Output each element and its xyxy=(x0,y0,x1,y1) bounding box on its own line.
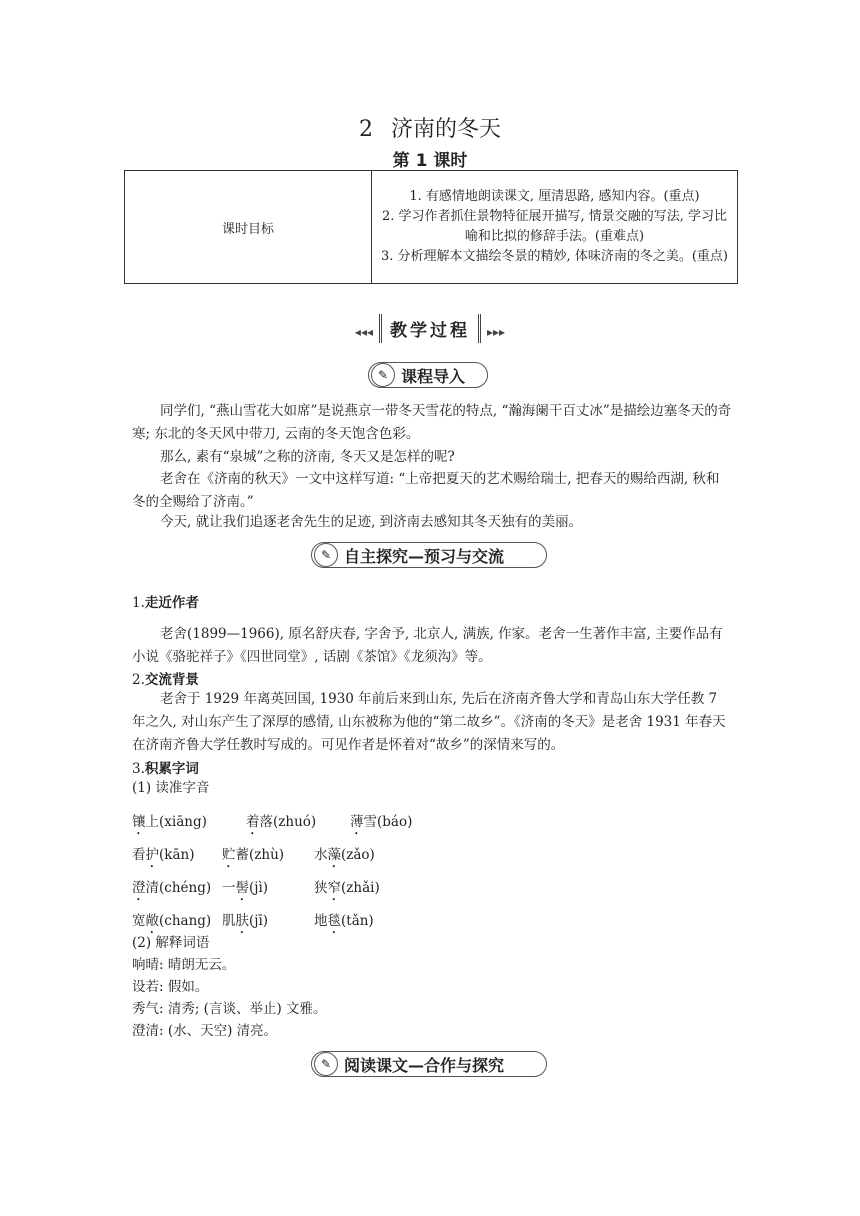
section-badge-intro xyxy=(368,362,488,388)
explain-item: 响晴: 晴朗无云。 xyxy=(132,957,236,973)
pronunciation-word: 狭窄(zhǎi) xyxy=(314,880,380,896)
pronunciation-word: 镶上(xiāng) xyxy=(132,814,207,830)
author-text: 老舍(1899—1966), 原名舒庆春, 字舍予, 北京人, 满族, 作家。老舍一生著作丰富, 主要作品有小说《骆驼祥子》《四世同堂》, 话剧《茶馆》《龙须沟》等。 xyxy=(132,626,723,665)
lesson-name: 济南的冬天 xyxy=(390,117,501,142)
pronunciation-word: 澄清(chéng) xyxy=(132,880,212,896)
explain-title: (2) 解释词语 xyxy=(132,935,210,951)
words-heading: 3.积累字词 xyxy=(132,761,199,777)
section-badge-read xyxy=(311,1051,547,1077)
pronunciation-title: (1) 读准字音 xyxy=(132,780,210,796)
book-icon: ✎ xyxy=(371,363,395,387)
intro-paragraph: 今天, 就让我们追逐老舍先生的足迹, 到济南去感知其冬天独有的美丽。 xyxy=(160,514,583,530)
left-arrows-icon: ◂◂◂ xyxy=(354,325,373,339)
background-text: 老舍于 1929 年离英回国, 1930 年前后来到山东, 先后在济南齐鲁大学和青岛山东大学任教 7 年之久, 对山东产生了深厚的感情, 山东被称为他的“第二故乡”。《济南的冬天》是老舍 1931 年春天在济南齐鲁大学任教时写成的。可见作者是怀着对“故乡”的深情来写的。 xyxy=(132,691,726,753)
pronunciation-word: 一髻(jì) xyxy=(222,880,269,896)
explain-item: 澄清: (水、天空) 清亮。 xyxy=(132,1023,278,1039)
section-title: 阅读课文—合作与探究 xyxy=(344,1055,505,1075)
pronunciation-word: 看护(kān) xyxy=(132,847,195,863)
pronunciation-word: 薄雪(báo) xyxy=(350,814,413,830)
author-heading: 1.走近作者 xyxy=(132,595,199,611)
section-title: 课程导入 xyxy=(401,366,466,386)
book-icon: ✎ xyxy=(314,1052,338,1076)
section-title: 自主探究—预习与交流 xyxy=(344,546,505,566)
lesson-title xyxy=(0,112,860,143)
background-heading: 2.交流背景 xyxy=(132,672,199,688)
goals-label: 课时目标 xyxy=(125,171,372,284)
intro-paragraph: 那么, 素有“泉城”之称的济南, 冬天又是怎样的呢? xyxy=(160,449,455,465)
lesson-number: 2 xyxy=(358,117,373,142)
intro-paragraph: 同学们, “燕山雪花大如席”是说燕京一带冬天雪花的特点, “瀚海阑干百丈冰”是描绘边塞冬天的奇寒; 东北的冬天风中带刀, 云南的冬天饱含色彩。 xyxy=(132,403,732,442)
explain-item: 设若: 假如。 xyxy=(132,979,209,995)
pronunciation-word: 肌肤(jī) xyxy=(222,913,269,929)
pronunciation-word: 宽敞(chang) xyxy=(132,913,212,929)
section-badge-explore xyxy=(311,542,547,568)
process-banner xyxy=(0,314,860,343)
pronunciation-word: 贮蓄(zhù) xyxy=(222,847,285,863)
pronunciation-word: 水藻(zǎo) xyxy=(314,847,375,863)
goals-table xyxy=(124,170,738,284)
pronunciation-word: 着落(zhuó) xyxy=(246,814,317,830)
explain-item: 秀气: 清秀; (言谈、举止) 文雅。 xyxy=(132,1001,327,1017)
goals-content xyxy=(372,171,738,284)
book-icon: ✎ xyxy=(314,543,338,567)
goal-item: 2. 学习作者抓住景物特征展开描写, 情景交融的写法, 学习比喻和比拟的修辞手法。(重难点) xyxy=(381,209,728,244)
right-arrows-icon: ▸▸▸ xyxy=(487,325,506,339)
intro-paragraph: 老舍在《济南的秋天》一文中这样写道: “上帝把夏天的艺术赐给瑞士, 把春天的赐给西湖, 秋和冬的全赐给了济南。” xyxy=(132,471,720,510)
pronunciation-word: 地毯(tǎn) xyxy=(314,913,374,929)
goal-item: 1. 有感情地朗读课文, 厘清思路, 感知内容。(重点) xyxy=(409,189,700,204)
process-label: 教学过程 xyxy=(379,314,481,343)
goal-item: 3. 分析理解本文描绘冬景的精妙, 体味济南的冬之美。(重点) xyxy=(381,249,728,264)
lesson-subtitle: 第 1 课时 xyxy=(392,151,468,171)
